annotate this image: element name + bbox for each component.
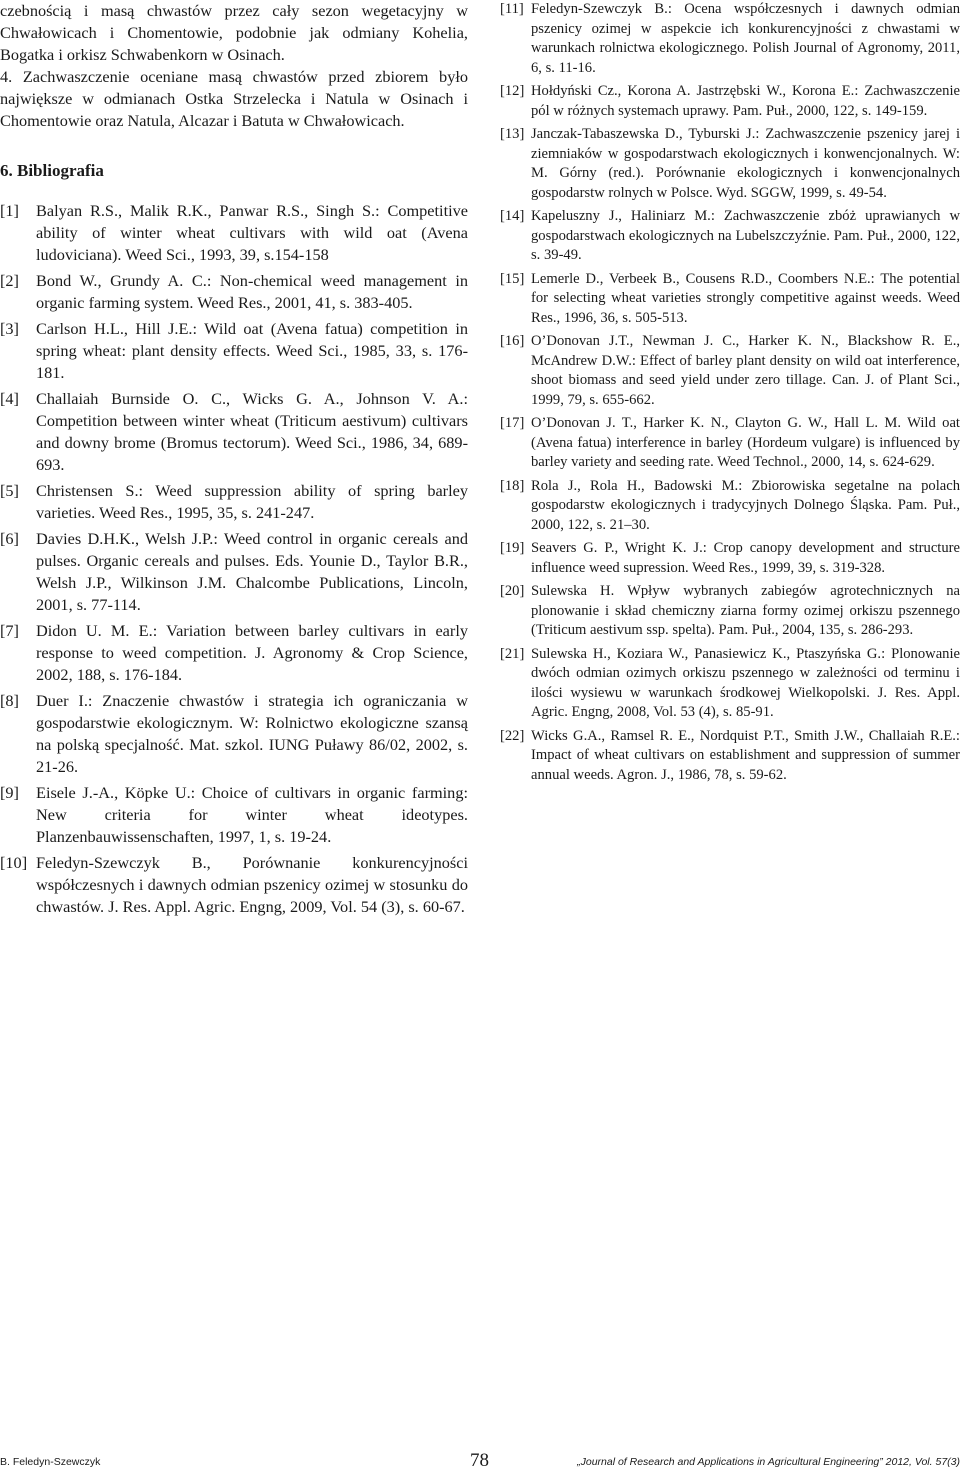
reference-item xyxy=(0,388,468,476)
reference-number: [5] xyxy=(0,481,19,500)
reference-text: Kapeluszny J., Haliniarz M.: Zachwaszczenie zbóż uprawianych w gospodarstwach ekologicznych na Lubelszczyźnie. Pam. Puł., 2000, 122, s. 39-49. xyxy=(531,208,960,263)
reference-text: Seavers G. P., Wright K. J.: Crop canopy development and structure influence weed supression. Weed Res., 1999, 39, s. 319-328. xyxy=(531,540,960,576)
reference-item xyxy=(0,270,468,314)
reference-number: [14] xyxy=(500,208,525,224)
reference-item xyxy=(0,852,468,918)
reference-number: [19] xyxy=(500,540,525,556)
reference-text: Davies D.H.K., Welsh J.P.: Weed control in organic cereals and pulses. Organic cereals and pulses. Eds. Younie D., Taylor B.R., Welsh J.P., Wilkinson J.M. Chalcombe Publications, Lincoln, 2001, s. 77-114. xyxy=(36,529,468,614)
reference-text: Wicks G.A., Ramsel R. E., Nordquist P.T., Smith J.W., Challaiah R.E.: Impact of wheat cultivars on establishment and suppression of summer annual weeds. Agron. J., 1986, 78, s. 59-62. xyxy=(531,727,960,783)
intro-paragraph-2: 4. Zachwaszczenie oceniane masą chwastów przed zbiorem było największe w odmianach Ostka Strzelecka i Natula w Osinach i Chomentowie oraz Natula, Alcazar i Batuta w Chwałowicach. xyxy=(0,67,468,130)
reference-number: [17] xyxy=(500,415,525,431)
reference-text: Hołdyński Cz., Korona A. Jastrzębski W., Korona E.: Zachwaszczenie pól w różnych systemach uprawy. Pam. Puł., 2000, 122, s. 149-159. xyxy=(531,83,960,119)
reference-item xyxy=(500,332,960,410)
reference-text: Sulewska H. Wpływ wybranych zabiegów agrotechnicznych na plonowanie i skład chemiczny ziarna formy ozimej orkiszu pszennego (Triticum aestivum ssp. spelta). Pam. Puł., 2004, 135, s. 286-293. xyxy=(531,583,960,638)
reference-number: [12] xyxy=(500,83,525,99)
reference-number: [16] xyxy=(500,333,525,349)
reference-item xyxy=(500,414,960,473)
reference-item xyxy=(0,200,468,266)
reference-text: Didon U. M. E.: Variation between barley cultivars in early response to weed competition. J. Agronomy & Crop Science, 2002, 188, s. 176-184. xyxy=(36,621,468,684)
reference-item xyxy=(0,318,468,384)
reference-text: Janczak-Tabaszewska D., Tyburski J.: Zachwaszczenie pszenicy jarej i ziemniaków w gospodarstwach ekologicznych i konwencjonalnych. W: M. Górny (red.). Porównanie ekologicznych i konwencjonalnych gospodarstw rolnych w Polsce. Wyd. SGGW, 1999, s. 49-54. xyxy=(531,126,960,201)
footer-author: B. Feledyn-Szewczyk xyxy=(0,1456,101,1468)
reference-text: Rola J., Rola H., Badowski M.: Zbiorowiska segetalne na polach gospodarstw ekologicznych i tradycyjnych Dolnego Śląska. Pam. Puł., 2000, 122, s. 21–30. xyxy=(531,477,960,533)
page-footer xyxy=(0,1446,960,1473)
reference-text: Feledyn-Szewczyk B., Porównanie konkurencyjności współczesnych i dawnych odmian pszenicy ozimej w stosunku do chwastów. J. Res. Appl. Agric. Engng, 2009, Vol. 54 (3), s. 60-67. xyxy=(36,853,468,916)
reference-item xyxy=(500,645,960,723)
right-column xyxy=(500,0,960,789)
reference-item xyxy=(0,782,468,848)
reference-text: Feledyn-Szewczyk B.: Ocena współczesnych i dawnych odmian pszenicy ozimej w aspekcie ich konkurencyjności z chwastami w warunkach rolnictwa ekologicznego. Polish Journal of Agronomy, 2011, 6, s. 11-16. xyxy=(531,1,960,76)
reference-number: [20] xyxy=(500,583,525,599)
reference-number: [4] xyxy=(0,389,19,408)
reference-item xyxy=(0,528,468,616)
reference-text: Lemerle D., Verbeek B., Cousens R.D., Coombers N.E.: The potential for selecting wheat varieties strongly competitive against weeds. Weed Res., 1996, 36, s. 505-513. xyxy=(531,270,960,326)
reference-number: [1] xyxy=(0,201,19,220)
reference-item xyxy=(500,727,960,786)
reference-item xyxy=(500,477,960,536)
reference-text: Balyan R.S., Malik R.K., Panwar R.S., Singh S.: Competitive ability of winter wheat cultivars with wild oat (Avena ludoviciana). Weed Sci., 1993, 39, s.154-158 xyxy=(36,201,468,264)
reference-item xyxy=(0,620,468,686)
reference-number: [7] xyxy=(0,621,19,640)
reference-text: Bond W., Grundy A. C.: Non-chemical weed management in organic farming system. Weed Res., 2001, 41, s. 383-405. xyxy=(36,271,468,312)
references-list-left xyxy=(0,200,468,918)
reference-number: [10] xyxy=(0,853,28,872)
reference-text: Challaiah Burnside O. C., Wicks G. A., Johnson V. A.: Competition between winter wheat (Triticum aestivum) cultivars and downy brome (Bromus tectorum). Weed Sci., 1986, 34, 689-693. xyxy=(36,389,468,474)
reference-text: Christensen S.: Weed suppression ability of spring barley varieties. Weed Res., 1995, 35, s. 241-247. xyxy=(36,481,468,522)
reference-number: [9] xyxy=(0,783,19,802)
reference-item xyxy=(500,539,960,578)
reference-item xyxy=(500,82,960,121)
reference-number: [15] xyxy=(500,270,525,287)
reference-item xyxy=(500,207,960,266)
references-list-right xyxy=(500,0,960,785)
reference-text: O’Donovan J. T., Harker K. N., Clayton G. W., Hall L. M. Wild oat (Avena fatua) interference in barley (Hordeum vulgare) is influenced by barley variety and seeding rate. Weed Technol., 2000, 14, s. 624-629. xyxy=(531,415,960,470)
reference-text: Carlson H.L., Hill J.E.: Wild oat (Avena fatua) competition in spring wheat: plant density effects. Weed Sci., 1985, 33, s. 176-181. xyxy=(36,319,468,382)
reference-item xyxy=(500,0,960,78)
reference-number: [8] xyxy=(0,691,19,710)
reference-number: [11] xyxy=(500,1,524,17)
reference-number: [13] xyxy=(500,126,525,142)
reference-item xyxy=(0,690,468,778)
reference-number: [18] xyxy=(500,477,525,494)
reference-number: [22] xyxy=(500,727,525,744)
reference-item xyxy=(500,125,960,203)
reference-text: Duer I.: Znaczenie chwastów i strategia ich ograniczania w gospodarstwie ekologicznym. W: Rolnictwo ekologiczne szansą na polską specjalność. Mat. szkol. IUNG Puławy 86/02, 2002, s. 21-26. xyxy=(36,691,468,776)
left-column xyxy=(0,0,468,922)
reference-item xyxy=(500,270,960,329)
section-heading: 6. Bibliografia xyxy=(0,161,104,180)
reference-number: [2] xyxy=(0,271,19,290)
reference-number: [21] xyxy=(500,645,525,662)
intro-paragraph-1: czebnością i masą chwastów przez cały sezon wegetacyjny w Chwałowicach i Chomentowie, podobnie jak odmiany Kohelia, Bogatka i orkisz Schwabenkorn w Osinach. xyxy=(0,1,468,64)
reference-number: [3] xyxy=(0,319,19,338)
reference-item xyxy=(500,582,960,641)
reference-text: Sulewska H., Koziara W., Panasiewicz K., Ptaszyńska G.: Plonowanie dwóch odmian ozimych orkiszu pszennego w zależności od terminu i ilości wysiewu w warunkach środkowej Wielkopolski. J. Res. Appl. Agric. Engng, 2008, Vol. 53 (4), s. 85-91. xyxy=(531,645,960,720)
page-number: 78 xyxy=(470,1450,489,1471)
reference-text: Eisele J.-A., Köpke U.: Choice of cultivars in organic farming: New criteria for winter wheat ideotypes. Planzenbauwissenschaften, 1997, 1, s. 19-24. xyxy=(36,783,468,846)
reference-text: O’Donovan J.T., Newman J. C., Harker K. N., Blackshow R. E., McAndrew D.W.: Effect of barley plant density on wild oat interference, shoot biomass and seed yield under zero tillage. Can. J. of Plant Sci., 1999, 79, s. 655-662. xyxy=(531,333,960,408)
reference-number: [6] xyxy=(0,529,19,548)
reference-item xyxy=(0,480,468,524)
footer-journal: „Journal of Research and Applications in Agricultural Engineering” 2012, Vol. 57(3) xyxy=(577,1456,960,1468)
